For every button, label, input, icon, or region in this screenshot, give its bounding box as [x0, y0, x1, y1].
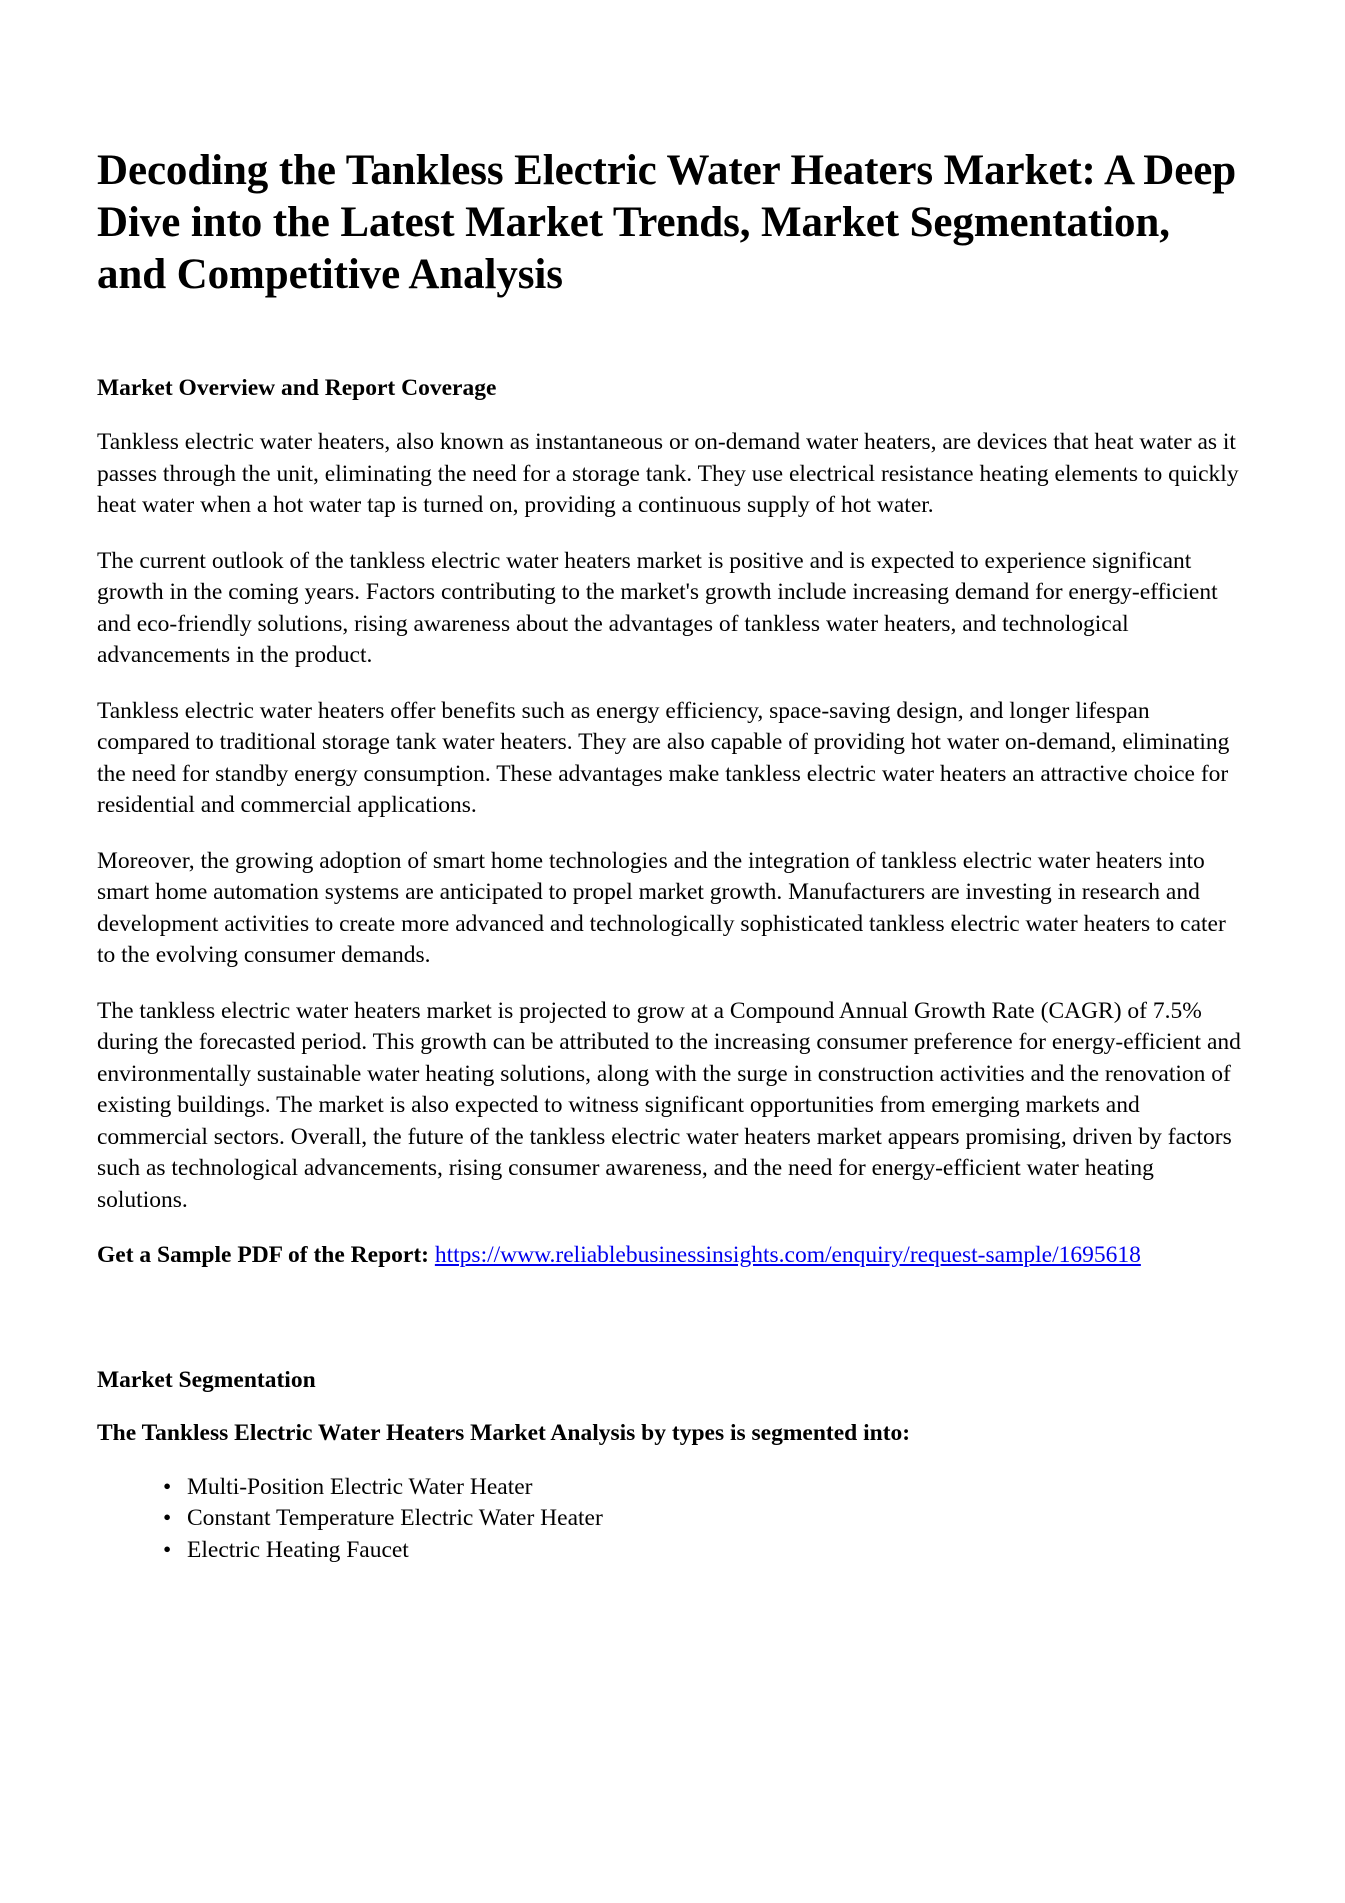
- segmentation-type-list: [97, 1472, 1245, 1567]
- list-item: • Constant Temperature Electric Water Heater: [163, 1503, 1245, 1535]
- paragraph-overview-4: Moreover, the growing adoption of smart home technologies and the integration of tankless electric water heaters into smart home automation systems are anticipated to propel market growth. Manufacturers are investing in research and development activities to create more advanced and technologically sophisticated tankless electric water heaters to cater to the evolving consumer demands.: [97, 847, 1226, 968]
- paragraph-overview-1: Tankless electric water heaters, also known as instantaneous or on-demand water heaters, are devices that heat water as it passes through the unit, eliminating the need for a storage tank. They use electrical resistance heating elements to quickly heat water when a hot water tap is turned on, providing a continuous supply of hot water.: [97, 429, 1239, 518]
- paragraph-overview-3: Tankless electric water heaters offer benefits such as energy efficiency, space-saving design, and longer lifespan compared to traditional storage tank water heaters. They are also capable of providing hot water on-demand, eliminating the need for standby energy consumption. These advantages make tankless electric water heaters an attractive choice for residential and commercial applications.: [97, 697, 1230, 818]
- document-body: [97, 374, 1245, 1566]
- paragraph-overview-2: The current outlook of the tankless electric water heaters market is positive and is expected to experience significant growth in the coming years. Factors contributing to the market's growth include increasing demand for energy-efficient and eco-friendly solutions, rising awareness about the advantages of tankless water heaters, and technological advancements in the product.: [97, 547, 1218, 668]
- sample-pdf-link[interactable]: https://www.reliablebusinessinsights.com/enquiry/request-sample/1695618: [434, 1242, 1141, 1268]
- sample-pdf-line: [97, 1240, 1245, 1272]
- section-heading-market-overview: Market Overview and Report Coverage: [97, 375, 497, 401]
- paragraph-spacer: [97, 1272, 1245, 1366]
- sample-pdf-label: Get a Sample PDF of the Report:: [97, 1242, 429, 1268]
- page-title: Decoding the Tankless Electric Water Heaters Market: A Deep Dive into the Latest Market Trends, Market Segmentation, and Competitive Analysis: [97, 147, 1237, 298]
- list-item: • Electric Heating Faucet: [163, 1535, 1245, 1567]
- list-item: • Multi-Position Electric Water Heater: [163, 1472, 1245, 1504]
- paragraph-overview-5: The tankless electric water heaters market is projected to grow at a Compound Annual Growth Rate (CAGR) of 7.5% during the forecasted period. This growth can be attributed to the increasing consumer preference for energy-efficient and environmentally sustainable water heating solutions, along with the surge in construction activities and the renovation of existing buildings. The market is also expected to witness significant opportunities from emerging markets and commercial sectors. Overall, the future of the tankless electric water heaters market appears promising, driven by factors such as technological advancements, rising consumer awareness, and the need for energy-efficient water heating solutions.: [97, 997, 1241, 1213]
- subheading-types-segmented: The Tankless Electric Water Heaters Market Analysis by types is segmented into:: [97, 1419, 911, 1446]
- section-heading-market-segmentation: Market Segmentation: [97, 1366, 316, 1393]
